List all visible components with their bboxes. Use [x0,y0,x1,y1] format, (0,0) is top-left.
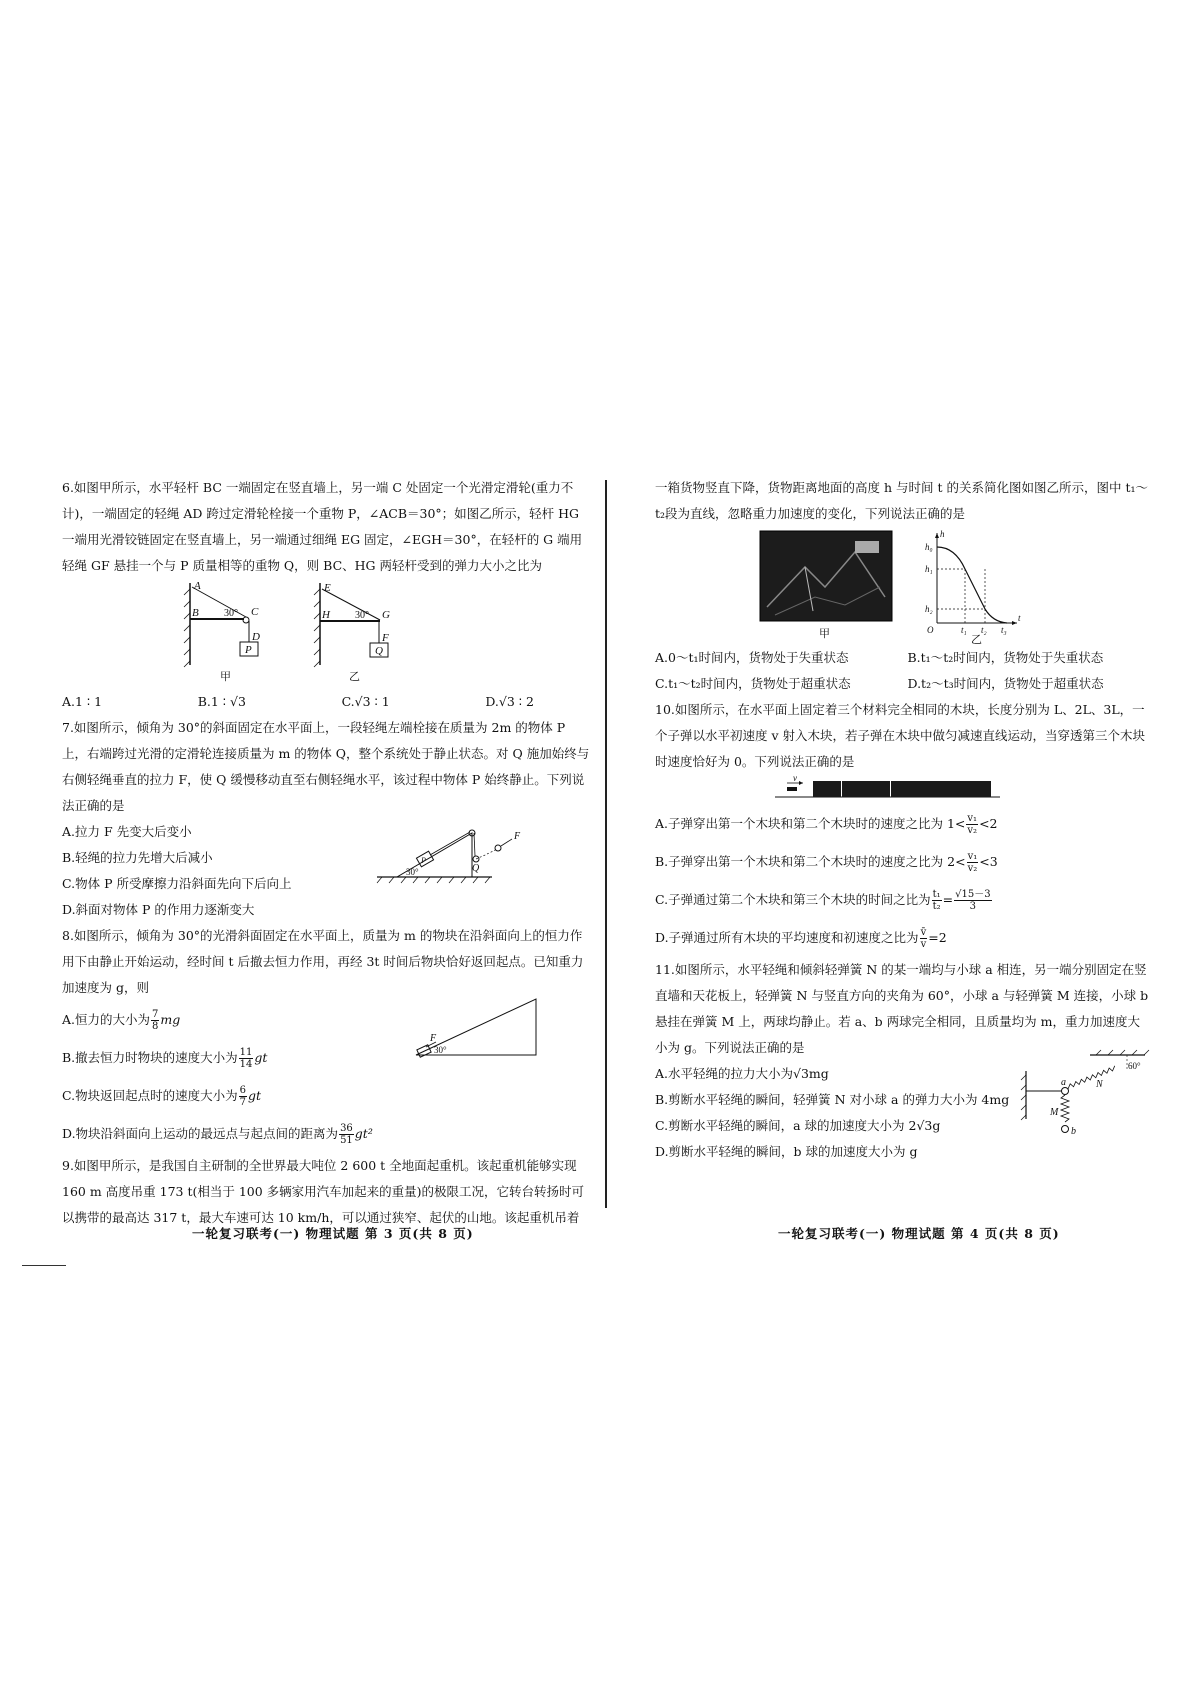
option-c[interactable]: C.剪断水平轻绳的瞬间，a 球的加速度大小为 2√3g [655,1118,941,1133]
label-P: P [421,856,426,865]
numerator: √15－3 [955,889,991,900]
numerator: v₁ [967,851,978,862]
option-b[interactable]: B.1 ∶ √3 [197,694,246,709]
page-3 [62,475,594,1231]
option-unit: mg [160,1012,181,1027]
fraction [967,851,979,874]
question-8-body [62,1001,594,1153]
option-c[interactable] [62,1077,594,1115]
caption-yi: 乙 [971,634,982,645]
denominator: v₂ [967,825,978,836]
option-b[interactable]: B.剪断水平轻绳的瞬间，轻弹簧 N 对小球 a 的弹力大小为 4mg [655,1092,1010,1107]
numerator: 11 [239,1047,253,1058]
option-text: C.子弹通过第二个木块和第三个木块的时间之比为 [655,892,931,907]
option-text: B.撤去恒力时物块的速度大小为 [62,1050,238,1065]
option-unit: gt [247,1088,261,1103]
option-d[interactable]: D.t₂～t₃时间内，货物处于超重状态 [907,676,1104,691]
option-d[interactable]: D.√3 ∶ 2 [485,694,534,709]
option-d[interactable] [62,1115,594,1153]
crane-photo [760,531,892,621]
option-a[interactable] [655,805,1150,843]
page-3-footer: 一轮复习联考(一) 物理试题 第 3 页(共 8 页) [192,1226,474,1241]
caption-jia: 甲 [220,671,231,683]
height-time-graph [925,529,1021,645]
angle-label: 30° [224,608,238,619]
question-6-text: 6.如图甲所示，水平轻杆 BC 一端固定在竖直墙上，另一端 C 处固定一个光滑定滑轮(重力不计)，一端固定的轻绳 AD 跨过定滑轮栓接一个重物 P，∠ACB＝30°；如图乙所示，轻杆 HG 一端用光滑铰链固定在竖直墙上，另一端通过细绳 EG 固定，∠EGH＝30°，在轻杆的 G 端用轻绳 GF 悬挂一个与 P 质量相等的重物 Q，则 BC、HG 两轻杆受到的弹力大小之比为 [62,480,583,573]
numerator: 6 [239,1085,246,1096]
option-a[interactable]: A.0～t₁时间内，货物处于失重状态 [655,650,849,665]
option-a[interactable]: A.水平轻绳的拉力大小为√3mg [655,1066,829,1081]
question-6-figure [62,579,594,687]
axis-t: t [1018,613,1021,623]
label-Q: Q [472,863,480,874]
question-7-body [62,819,594,923]
caption-yi: 乙 [349,671,360,683]
angle-label: 30° [406,867,419,877]
denominator: 14 [239,1059,253,1070]
page-divider [605,480,607,1208]
numerator: t₁ [932,889,941,900]
option-b[interactable] [655,843,1150,881]
question-9-figure [655,527,1150,645]
option-text: A.恒力的大小为 [62,1012,151,1027]
option-d[interactable]: D.斜面对物体 P 的作用力逐渐变大 [62,902,255,917]
question-10-text: 10.如图所示，在水平面上固定着三个材料完全相同的木块，长度分别为 L、2L、3L，一个子弹以水平初速度 v 射入木块，若子弹在木块中做匀减速直线运动，当穿透第三个木块时速度恰好为 0。下列说法正确的是 [655,702,1146,769]
question-11-text: 11.如图所示，水平轻绳和倾斜轻弹簧 N 的某一端均与小球 a 相连，另一端分别固定在竖直墙和天花板上，轻弹簧 N 与竖直方向的夹角为 60°，小球 a 与轻弹簧 M 连接，小球 b 悬挂在弹簧 M 上，两球均静止。若 a、b 两球完全相同，且质量均为 m，重力加速度大小为 g。下列说法正确的是 [655,962,1149,1055]
question-11-figure [1020,1049,1150,1149]
question-9-continued-text: 一箱货物竖直下降，货物距离地面的高度 h 与时间 t 的关系简化图如图乙所示，图中 t₁～t₂段为直线，忽略重力加速度的变化，下列说法正确的是 [655,480,1148,521]
label-F: F [382,632,389,644]
fraction [239,1047,254,1070]
numerator: 36 [340,1123,353,1134]
fraction [339,1123,354,1146]
angle-label: 30° [355,610,369,621]
label-v: v [793,775,797,783]
figure-yi [314,582,390,683]
label-h0: h₀ [925,542,933,552]
label-C: C [251,606,259,618]
label-A: A [194,580,201,592]
label-h1: h₁ [925,564,933,574]
option-b[interactable]: B.t₁～t₂时间内，货物处于失重状态 [907,650,1104,665]
label-P: P [245,644,252,656]
angle-label: 30° [434,1045,447,1055]
denominator: v₂ [967,863,978,874]
fraction [966,813,978,836]
fraction [151,1009,159,1032]
numerator: 7 [152,1009,159,1020]
caption-jia: 甲 [819,628,830,640]
option-text: B.子弹穿出第一个木块和第二个木块时的速度之比为 2< [655,854,966,869]
question-8-figure [414,997,539,1059]
option-c[interactable]: C.t₁～t₂时间内，货物处于超重状态 [655,676,851,691]
option-text: =2 [928,930,947,945]
option-text: C.物块返回起点时的速度大小为 [62,1088,238,1103]
label-E: E [324,582,331,594]
denominator: 8 [152,1021,159,1032]
numerator: v₁ [967,813,978,824]
option-c[interactable]: C.√3 ∶ 1 [341,694,390,709]
label-b: b [1071,1126,1076,1137]
label-t1: t₁ [961,625,967,635]
label-O: O [927,625,934,635]
label-F: F [430,1033,437,1044]
question-8-text: 8.如图所示，倾角为 30°的光滑斜面固定在水平面上，质量为 m 的物块在沿斜面向上的恒力作用下由静止开始运动，经时间 t 后撤去恒力作用，再经 3t 时间后物块恰好返回起点。已知重力加速度为 g，则 [62,928,584,995]
fraction [239,1085,247,1108]
option-unit: gt [254,1050,268,1065]
page-4 [655,475,1150,1165]
margin-mark [22,1265,66,1266]
question-7-text: 7.如图所示，倾角为 30°的斜面固定在水平面上，一段轻绳左端栓接在质量为 2m 的物体 P 上，右端跨过光滑的定滑轮连接质量为 m 的物体 Q，整个系统处于静止状态。对 Q 施加始终与右侧轻绳垂直的拉力 F，使 Q 缓慢移动直至右侧轻绳水平，该过程中物体 P 始终静止。下列说法正确的是 [62,720,590,813]
question-7-figure [372,811,547,891]
label-t2: t₂ [981,625,987,635]
option-text: <2 [979,816,998,831]
label-t3: t₃ [1001,625,1007,635]
denominator: v [920,939,927,950]
label-B: B [192,607,199,619]
option-c[interactable] [655,881,1150,919]
label-F: F [514,831,521,842]
option-a[interactable]: A.1 ∶ 1 [62,694,103,709]
numerator: v̄ [920,927,927,938]
question-11-body [655,1061,1150,1165]
figure-jia [184,580,260,683]
question-6-options [62,689,594,715]
option-b[interactable]: B.轻绳的拉力先增大后减小 [62,850,213,865]
question-10-figure [655,775,1150,805]
option-a[interactable]: A.拉力 F 先变大后变小 [62,824,192,839]
label-G: G [382,609,390,621]
page-4-footer: 一轮复习联考(一) 物理试题 第 4 页(共 8 页) [778,1226,1060,1241]
option-d[interactable] [655,919,1150,957]
denominator: 3 [969,901,977,912]
angle-label: 60° [1128,1061,1141,1071]
fraction [954,889,991,912]
denominator: 7 [239,1097,246,1108]
label-a: a [1061,1077,1066,1088]
fraction [920,927,928,950]
option-text: = [942,892,954,907]
axis-h: h [940,529,945,539]
option-text: A.子弹穿出第一个木块和第二个木块时的速度之比为 1< [655,816,966,831]
option-unit: gt² [354,1126,373,1141]
denominator: 51 [340,1135,353,1146]
question-9-text: 9.如图甲所示，是我国自主研制的全世界最大吨位 2 600 t 全地面起重机。该起重机能够实现 160 m 高度吊重 173 t(相当于 100 多辆家用汽车加起来的重量)的极限工况，它转台转扬时可以携带的最高达 317 t，最大车速可达 10 km/h，可以通过狭窄、起伏的山地。该起重机吊着 [62,1158,585,1225]
label-M: M [1050,1107,1059,1118]
option-text: <3 [979,854,998,869]
label-H: H [322,609,330,621]
label-D: D [252,631,260,643]
option-d[interactable]: D.剪断水平轻绳的瞬间，b 球的加速度大小为 g [655,1144,918,1159]
question-9-options [655,645,1150,697]
option-c[interactable]: C.物体 P 所受摩擦力沿斜面先向下后向上 [62,876,292,891]
label-N: N [1096,1079,1103,1090]
option-text: D.物块沿斜面向上运动的最远点与起点间的距离为 [62,1126,339,1141]
label-h2: h₂ [925,604,933,614]
fraction [932,889,942,912]
option-text: D.子弹通过所有木块的平均速度和初速度之比为 [655,930,919,945]
label-Q: Q [375,645,383,657]
denominator: t₂ [932,901,941,912]
